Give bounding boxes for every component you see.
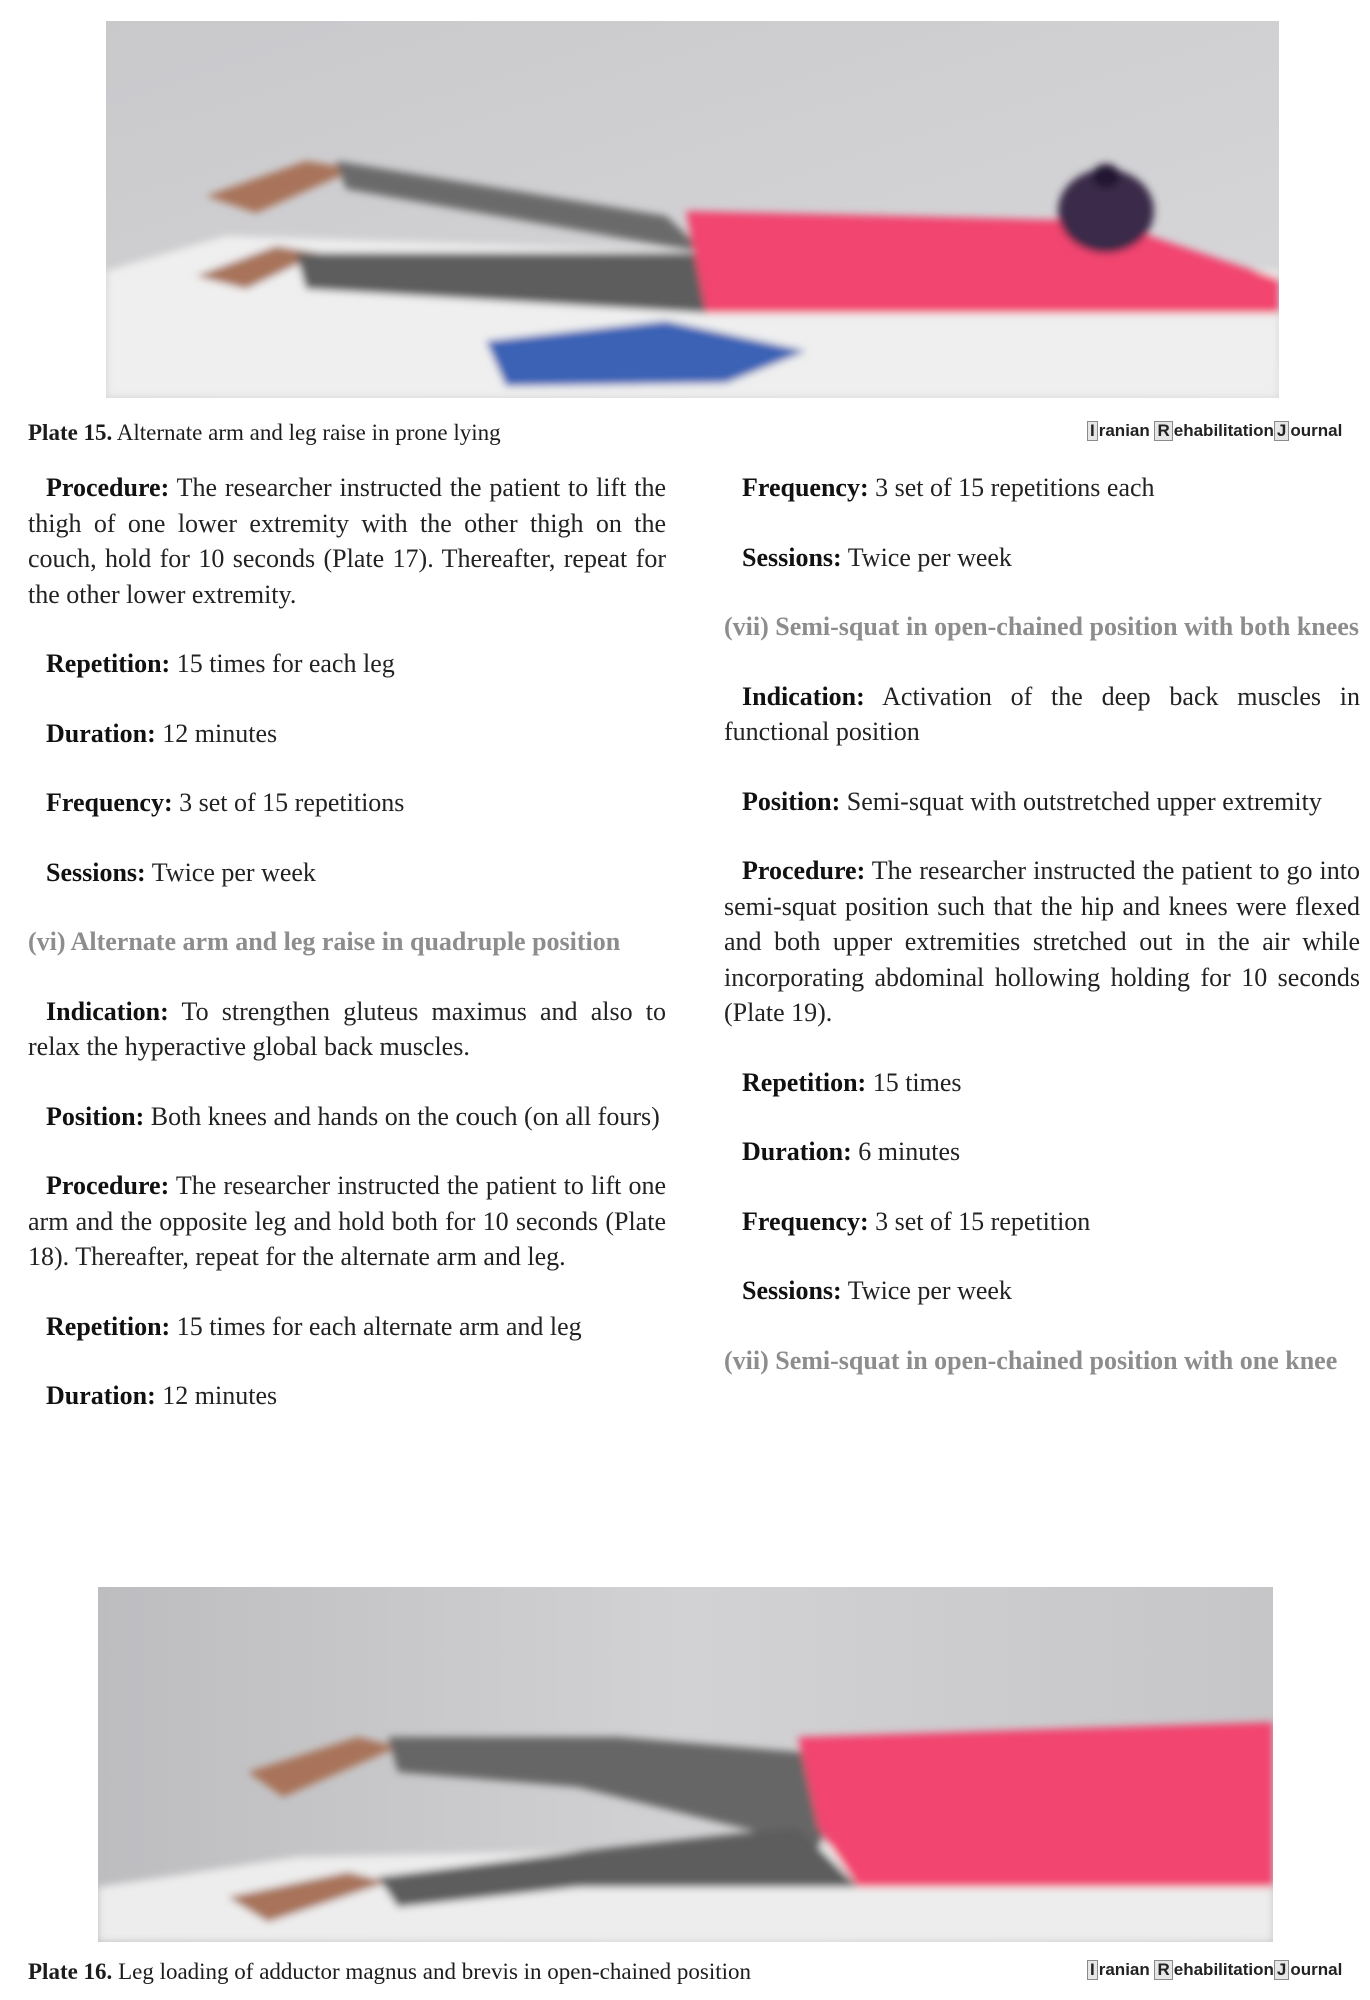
plate-15-label: Plate 15. (28, 420, 113, 445)
journal-logo (1087, 420, 1342, 442)
field-text: 3 set of 15 repetitions (172, 788, 405, 817)
logo-letter-j: J (1274, 1960, 1289, 1980)
logo-word-ehabilitation: ehabilitation (1173, 1960, 1274, 1979)
frequency-paragraph (724, 1204, 1360, 1240)
field-text: Semi-squat with outstretched upper extremity (840, 786, 1322, 816)
logo-word-ranian: ranian (1098, 1960, 1155, 1979)
field-text: 3 set of 15 repetitions each (868, 473, 1155, 502)
field-text: The researcher instructed the patient to go into semi-squat position such that the hip and knees were flexed and both upper extremities stretched out in the air while incorporating abdominal hollowing holding for 10 seconds (Plate 19). (724, 856, 1360, 1027)
repetition-paragraph (28, 1309, 666, 1345)
duration-paragraph (724, 1134, 1360, 1170)
duration-paragraph (28, 716, 666, 752)
field-label: Sessions: (742, 542, 842, 572)
field-text: 15 times for each leg (170, 649, 395, 678)
repetition-paragraph (28, 646, 666, 682)
left-column (28, 470, 666, 1448)
logo-letter-i: I (1087, 421, 1098, 441)
sessions-paragraph (724, 1273, 1360, 1309)
field-label: Repetition: (742, 1067, 867, 1097)
plate-16-caption-text: Leg loading of adductor magnus and brevis in open-chained position (118, 1959, 752, 1984)
logo-letter-j: J (1274, 421, 1289, 441)
section-heading-vi: (vi) Alternate arm and leg raise in quadruple position (28, 927, 621, 956)
indication-paragraph (724, 679, 1360, 750)
plate-16-illustration (98, 1587, 1273, 1942)
logo-letter-i: I (1087, 1960, 1098, 1980)
right-column (724, 470, 1360, 1412)
hair-bun (1092, 164, 1120, 188)
plate-15-caption-text: Alternate arm and leg raise in prone lying (116, 420, 501, 445)
field-text: Both knees and hands on the couch (on all fours) (144, 1101, 660, 1131)
field-text: The researcher instructed the patient to lift the thigh of one lower extremity with the other thigh on the couch, hold for 10 seconds (Plate 17). Thereafter, repeat for the other lower extremity. (28, 473, 666, 609)
position-paragraph (724, 784, 1360, 820)
plate-15-illustration (106, 21, 1279, 398)
logo-word-ranian: ranian (1098, 421, 1155, 440)
plate-15-photo (106, 21, 1279, 398)
field-label: Indication: (46, 996, 169, 1026)
journal-logo (1087, 1959, 1342, 1981)
field-label: Position: (46, 1101, 145, 1131)
section-heading-vii-one-knee: (vii) Semi-squat in open-chained position with one knee (724, 1345, 1338, 1375)
logo-word-ehabilitation: ehabilitation (1173, 421, 1274, 440)
field-text: Activation of the deep back muscles in functional position (724, 681, 1360, 746)
logo-letter-r: R (1154, 421, 1172, 441)
field-label: Frequency: (46, 788, 173, 817)
frequency-paragraph (28, 785, 666, 821)
indication-paragraph (28, 994, 666, 1065)
field-label: Procedure: (46, 473, 170, 502)
procedure-paragraph (724, 853, 1360, 1031)
duration-paragraph (28, 1378, 666, 1414)
field-text: 15 times for each alternate arm and leg (170, 1311, 582, 1341)
field-label: Indication: (742, 681, 865, 711)
field-text: 15 times (866, 1067, 962, 1097)
position-paragraph (28, 1099, 666, 1135)
field-label: Position: (742, 786, 841, 816)
procedure-paragraph (28, 470, 666, 612)
repetition-paragraph (724, 1065, 1360, 1101)
section-heading-vii-both-knees: (vii) Semi-squat in open-chained position with both knees (724, 612, 1359, 641)
field-label: Sessions: (742, 1276, 842, 1305)
plate-16-caption (28, 1957, 751, 1987)
field-label: Sessions: (46, 857, 146, 887)
field-label: Duration: (46, 718, 156, 748)
plate-16-photo (98, 1587, 1273, 1942)
pink-shirt (798, 1722, 1273, 1887)
field-text: Twice per week (145, 857, 316, 887)
field-label: Procedure: (46, 1171, 170, 1200)
plate-15-caption (28, 418, 501, 448)
field-text: 12 minutes (155, 1381, 278, 1410)
field-label: Repetition: (46, 649, 171, 678)
field-label: Repetition: (46, 1311, 171, 1341)
procedure-paragraph (28, 1168, 666, 1275)
sessions-paragraph (724, 540, 1360, 576)
logo-word-ournal: ournal (1290, 1960, 1343, 1979)
plate-16-label: Plate 16. (28, 1959, 113, 1984)
frequency-paragraph (724, 470, 1360, 506)
field-text: 3 set of 15 repetition (868, 1206, 1091, 1236)
field-label: Duration: (46, 1381, 156, 1410)
field-text: Twice per week (841, 542, 1012, 572)
logo-word-ournal: ournal (1290, 421, 1343, 440)
field-text: To strengthen gluteus maximus and also to relax the hyperactive global back muscles. (28, 996, 666, 1061)
field-text: The researcher instructed the patient to lift one arm and the opposite leg and hold both for 10 seconds (Plate 18). Thereafter, repeat for the alternate arm and leg. (28, 1171, 666, 1271)
field-label: Duration: (742, 1137, 852, 1166)
logo-letter-r: R (1154, 1960, 1172, 1980)
field-text: Twice per week (841, 1276, 1012, 1305)
field-text: 6 minutes (851, 1137, 961, 1166)
field-label: Frequency: (742, 473, 869, 502)
field-label: Procedure: (742, 856, 866, 885)
sessions-paragraph (28, 855, 666, 891)
field-text: 12 minutes (155, 718, 278, 748)
field-label: Frequency: (742, 1206, 869, 1236)
